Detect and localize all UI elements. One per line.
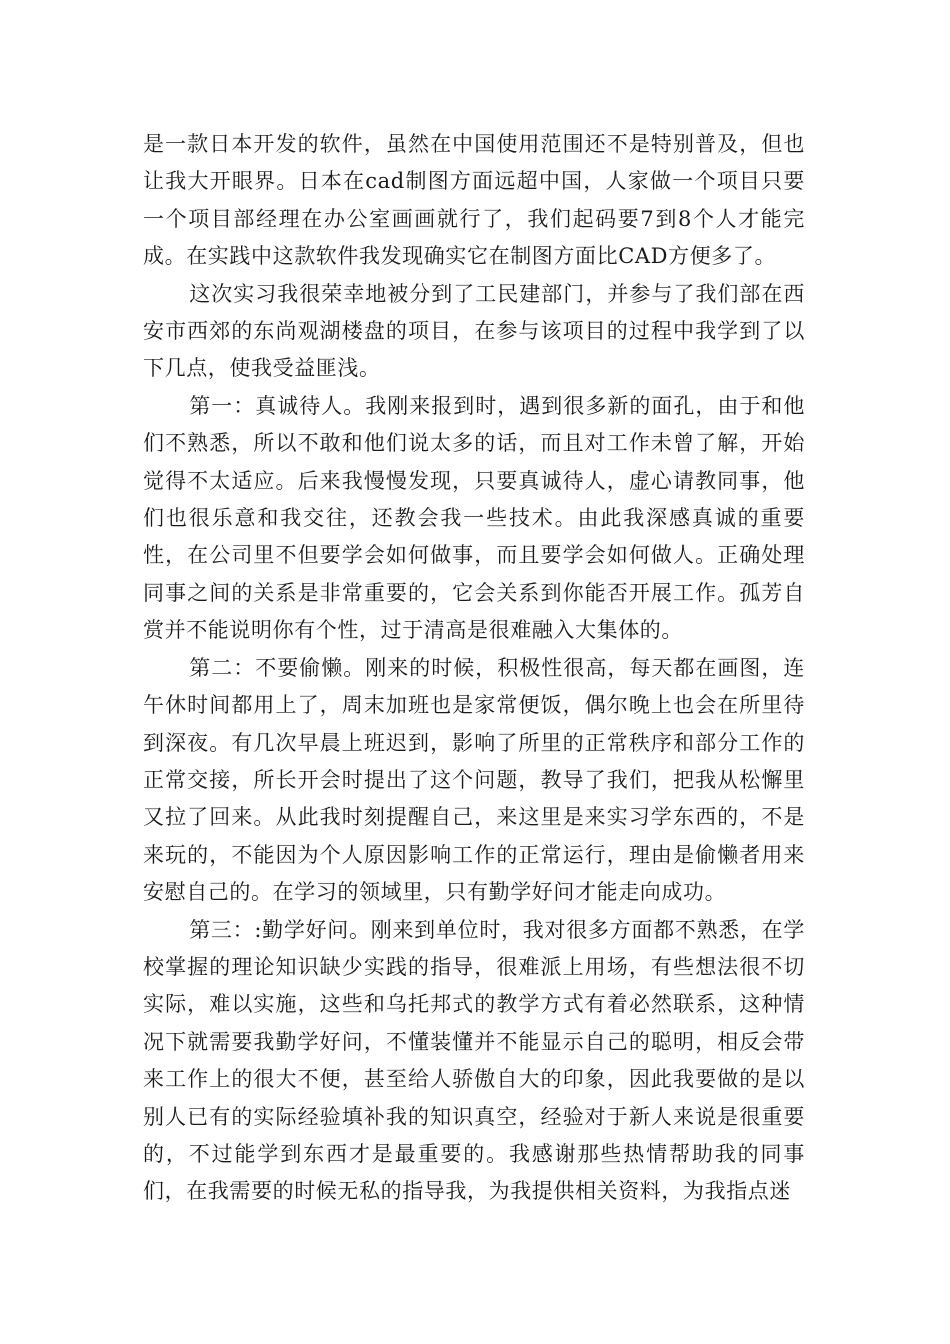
paragraph-point-three: 第三：:勤学好问。刚来到单位时，我对很多方面都不熟悉，在学校掌握的理论知识缺少实践的指导，很难派上用场，有些想法很不切实际，难以实施，这些和乌托邦式的教学方式有着必然联系，这种情况下就需要我勤学好问，不懂装懂并不能显示自己的聪明，相反会带来工作上的很大不便，甚至给人骄傲自大的印象，因此我要做的是以别人已有的实际经验填补我的知识真空，经验对于新人来说是很重要的，不过能学到东西才是最重要的。我感谢那些热情帮助我的同事们，在我需要的时候无私的指导我，为我提供相关资料，为我指点迷 bbox=[143, 917, 805, 1204]
paragraph-continuation: 是一款日本开发的软件，虽然在中国使用范围还不是特别普及，但也让我大开眼界。日本在cad制图方面远超中国，人家做一个项目只要一个项目部经理在办公室画画就行了，我们起码要7到8个人才能完成。在实践中这款软件我发现确实它在制图方面比CAD方便多了。 bbox=[143, 132, 805, 269]
document-body bbox=[143, 126, 805, 1211]
paragraph-point-two: 第二：不要偷懒。刚来的时候，积极性很高，每天都在画图，连午休时间都用上了，周末加班也是家常便饭，偶尔晚上也会在所里待到深夜。有几次早晨上班迟到，影响了所里的正常秩序和部分工作的正常交接，所长开会时提出了这个问题，教导了我们，把我从松懈里又拉了回来。从此我时刻提醒自己，来这里是来实习学东西的，不是来玩的，不能因为个人原因影响工作的正常运行，理由是偷懒者用来安慰自己的。在学习的领域里，只有勤学好问才能走向成功。 bbox=[143, 655, 805, 905]
paragraph-point-one: 第一：真诚待人。我刚来报到时，遇到很多新的面孔，由于和他们不熟悉，所以不敢和他们说太多的话，而且对工作未曾了解，开始觉得不太适应。后来我慢慢发现，只要真诚待人，虚心请教同事，他们也很乐意和我交往，还教会我一些技术。由此我深感真诚的重要性，在公司里不但要学会如何做事，而且要学会如何做人。正确处理同事之间的关系是非常重要的，它会关系到你能否开展工作。孤芳自赏并不能说明你有个性，过于清高是很难融入大集体的。 bbox=[143, 393, 805, 643]
paragraph-internship-intro: 这次实习我很荣幸地被分到了工民建部门，并参与了我们部在西安市西郊的东尚观湖楼盘的项目，在参与该项目的过程中我学到了以下几点，使我受益匪浅。 bbox=[143, 281, 805, 381]
